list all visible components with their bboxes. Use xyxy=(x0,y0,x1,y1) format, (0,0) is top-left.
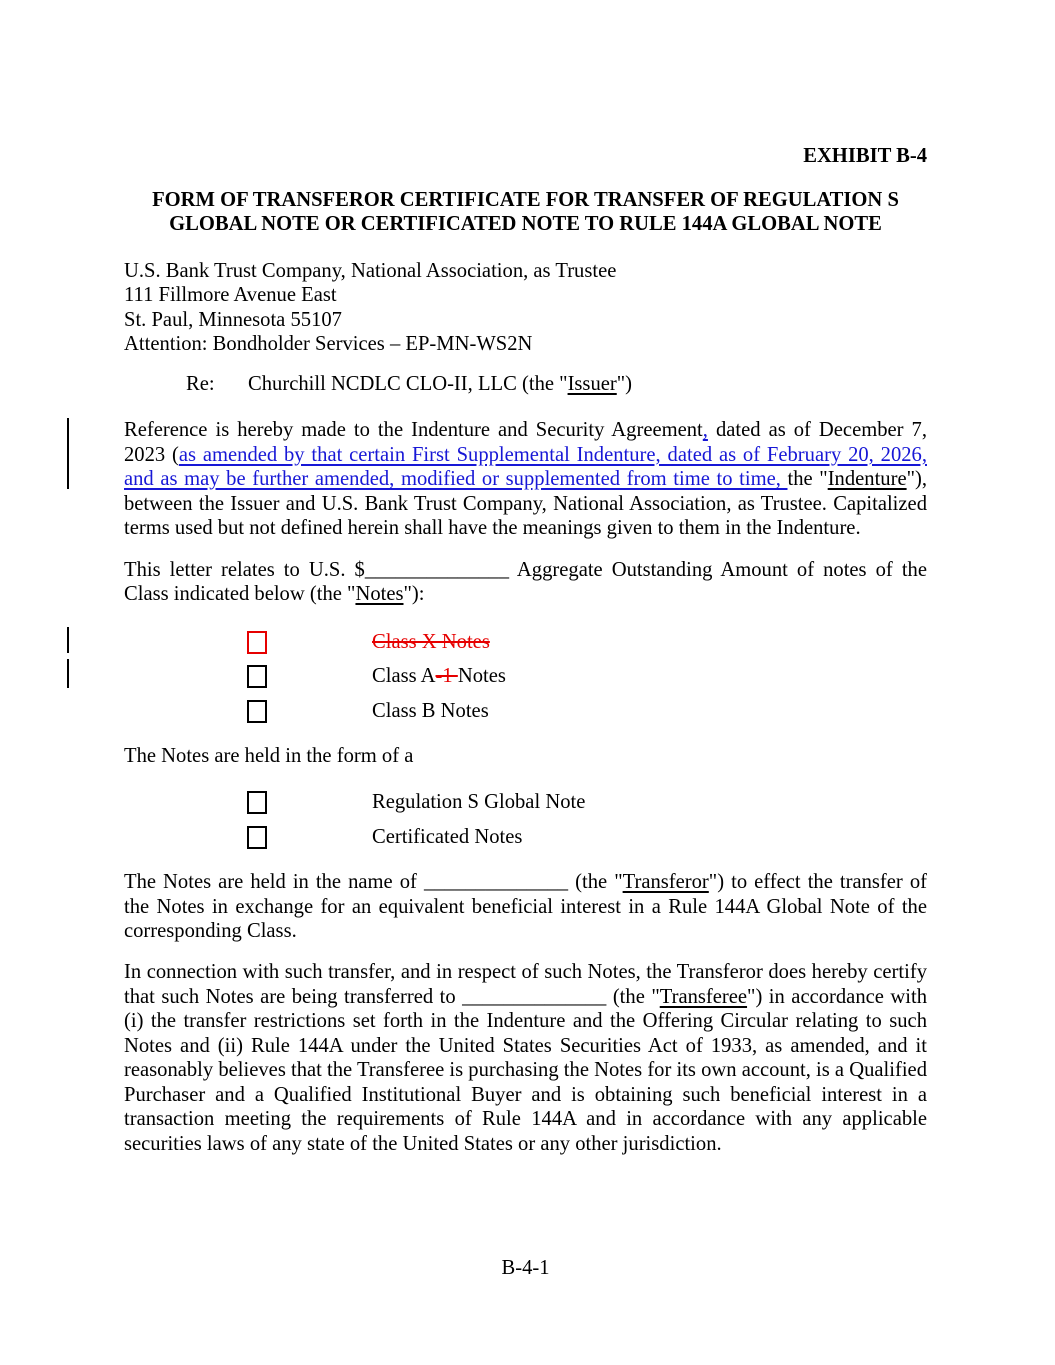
certificated-row xyxy=(124,825,927,850)
class-b-checkbox[interactable] xyxy=(247,700,267,723)
amount-text: This letter relates to U.S. $ xyxy=(124,558,365,581)
revision-change-bar xyxy=(67,627,69,653)
aggregate-amount-blank[interactable]: ______________ xyxy=(364,558,510,581)
class-b-label: Class B Notes xyxy=(372,699,489,722)
inserted-comma: , xyxy=(702,419,708,441)
transferee-defined-term: Transferee xyxy=(659,985,748,1008)
trustee-street-line: 111 Fillmore Avenue East xyxy=(124,284,337,306)
certificated-label: Certificated Notes xyxy=(372,825,523,848)
class-a-label-text: Class A xyxy=(372,665,436,687)
class-a-row xyxy=(124,664,927,689)
amount-paragraph xyxy=(124,558,927,607)
document-title xyxy=(124,188,927,237)
transferor-text: (the " xyxy=(568,871,623,893)
issuer-defined-term: Issuer xyxy=(567,372,617,395)
amount-text: Aggregate Outstanding Amount of notes of the Class indicated below (the " xyxy=(124,558,927,605)
re-subject xyxy=(248,373,632,395)
indenture-defined-term: Indenture xyxy=(827,468,907,490)
certification-text: (the " xyxy=(606,985,660,1008)
class-selection-list xyxy=(124,630,927,724)
certification-text: In connection with such transfer, and in respect of such Notes, the Transferor does hereby certify that such Notes are being transferred to xyxy=(124,961,927,1008)
certificated-checkbox[interactable] xyxy=(247,826,267,849)
reference-text: the " xyxy=(787,468,828,490)
trustee-address-block xyxy=(124,259,927,357)
class-a-label-text: Notes xyxy=(457,665,506,687)
class-a-deleted-suffix: -1 xyxy=(435,665,458,687)
class-a-label xyxy=(372,665,506,687)
reference-text: Reference is hereby made to the Indenture and Security Agreement xyxy=(124,419,703,441)
transferor-name-blank[interactable]: ______________ xyxy=(423,871,569,893)
reg-s-label: Regulation S Global Note xyxy=(372,791,586,813)
reg-s-row xyxy=(124,790,927,815)
certification-text: ") in accordance with (i) the transfer restrictions set forth in the Indenture and the Offering Circular relating to such Notes and (ii) Rule 144A under the United States Securities Act of 1933, as amended, and it reasonably believes that the Transferee is purchasing the Notes for its own account, is a Qualified Purchaser and a Qualified Institutional Buyer and is obtaining such beneficial interest in a transaction meeting the requirements of Rule 144A and in accordance with any applicable securities laws of any state of the United States or any other jurisdiction. xyxy=(124,985,927,1155)
reference-text: dated as of December 7, 2023 ( xyxy=(124,419,927,466)
re-subject-close: ") xyxy=(616,372,633,395)
class-x-label-deleted: Class X Notes xyxy=(372,630,490,653)
trustee-name-line: U.S. Bank Trust Company, National Association, as Trustee xyxy=(124,259,617,282)
page-number: B-4-1 xyxy=(501,1257,550,1279)
class-x-row xyxy=(124,630,927,655)
transferor-paragraph xyxy=(124,870,927,944)
revision-change-bar xyxy=(67,659,69,688)
trustee-city-line: St. Paul, Minnesota 55107 xyxy=(124,308,342,331)
class-b-row xyxy=(124,699,927,724)
class-x-checkbox[interactable] xyxy=(247,631,267,654)
reference-paragraph xyxy=(124,418,927,541)
document-title-line-1: FORM OF TRANSFEROR CERTIFICATE FOR TRANSFER OF REGULATION S xyxy=(152,188,899,211)
transferor-defined-term: Transferor xyxy=(622,871,709,893)
reg-s-checkbox[interactable] xyxy=(247,791,267,814)
exhibit-label: EXHIBIT B-4 xyxy=(803,145,927,167)
document-title-line-2: GLOBAL NOTE OR CERTIFICATED NOTE TO RULE 144A GLOBAL NOTE xyxy=(169,213,882,235)
re-line xyxy=(124,372,927,397)
reference-text: "), between the Issuer and U.S. Bank Trust Company, National Association, as Trustee. Capitalized terms used but not defined herein shall have the meanings given to them in the Indenture. xyxy=(124,468,928,539)
transferor-text: The Notes are held in the name of xyxy=(124,871,424,893)
trustee-attention-line: Attention: Bondholder Services – EP-MN-WS2N xyxy=(124,333,533,355)
revision-change-bar xyxy=(67,418,69,489)
form-of-notes-intro: The Notes are held in the form of a xyxy=(124,745,414,767)
certification-paragraph xyxy=(124,960,927,1156)
transferee-name-blank[interactable]: ______________ xyxy=(462,985,607,1008)
transferor-text: ") to effect the transfer of the Notes in exchange for an equivalent beneficial interest in a Rule 144A Global Note of the corresponding Class. xyxy=(124,871,927,942)
re-subject-text: Churchill NCDLC CLO-II, LLC (the " xyxy=(248,372,568,395)
re-label: Re: xyxy=(186,372,215,395)
document-content xyxy=(124,144,927,1156)
note-form-list xyxy=(124,790,927,849)
notes-defined-term: Notes xyxy=(355,583,404,605)
inserted-amendment-text: as amended by that certain First Supplemental Indenture, dated as of February 20, 2026, and as may be further amended, modified or supplemented from time to time, xyxy=(124,443,927,490)
class-a-checkbox[interactable] xyxy=(247,665,267,688)
amount-text: "): xyxy=(403,583,425,605)
